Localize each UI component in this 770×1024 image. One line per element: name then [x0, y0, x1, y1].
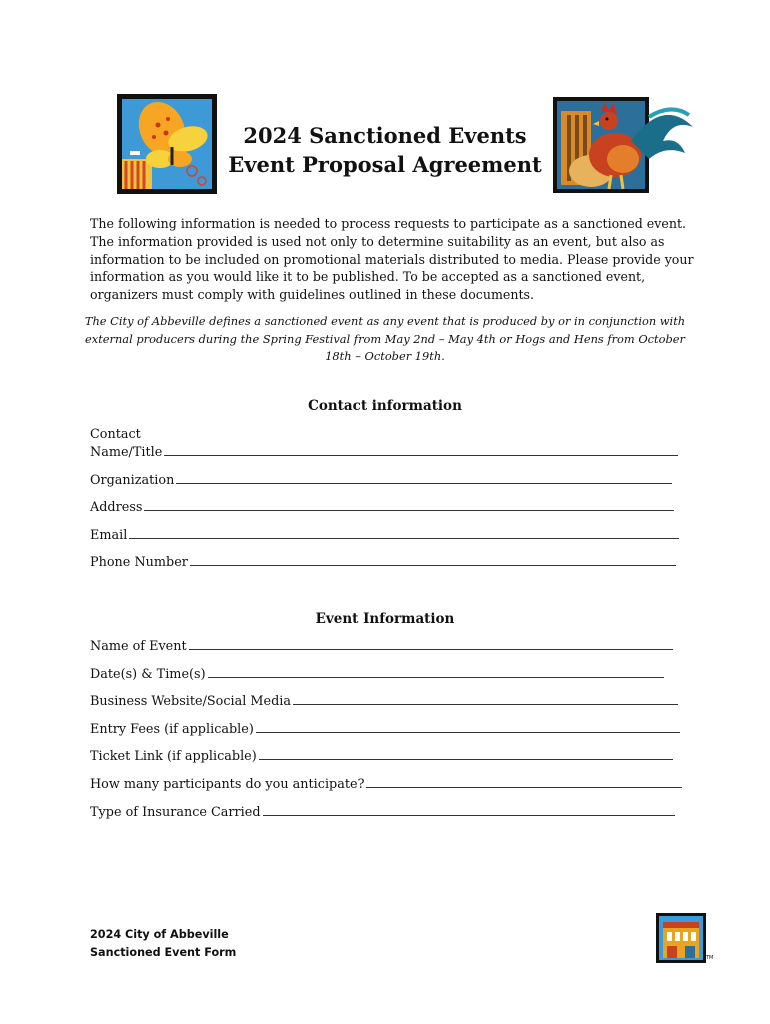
address-blank[interactable] — [144, 509, 674, 511]
website-social-field[interactable] — [90, 694, 678, 709]
intro-line: The information provided is used not only to determine suitability as an event, but also as — [90, 233, 665, 249]
entry-fees-label: Entry Fees (if applicable) — [90, 722, 254, 737]
name-title-blank[interactable] — [164, 454, 678, 456]
phone-number-blank[interactable] — [190, 564, 676, 566]
footer-text — [90, 926, 236, 962]
intro-paragraph — [90, 215, 694, 304]
insurance-field[interactable] — [90, 805, 675, 820]
sanctioned-event-definition — [80, 313, 690, 366]
name-title-label: Name/Title — [90, 445, 163, 460]
insurance-label: Type of Insurance Carried — [90, 805, 261, 820]
intro-line: information as you would like it to be published. To be accepted as a sanctioned event, — [90, 269, 646, 285]
dates-times-field[interactable] — [90, 667, 664, 682]
entry-fees-blank[interactable] — [256, 731, 680, 733]
event-section-heading: Event Information — [315, 611, 455, 627]
contact-section-heading: Contact information — [308, 398, 462, 414]
footer-line1: 2024 City of Abbeville — [90, 928, 229, 941]
entry-fees-field[interactable] — [90, 722, 680, 737]
ticket-link-label: Ticket Link (if applicable) — [90, 749, 257, 764]
participants-label: How many participants do you anticipate? — [90, 777, 365, 792]
ticket-link-blank[interactable] — [259, 758, 673, 760]
trademark-mark: TM — [706, 955, 714, 961]
intro-line: organizers must comply with guidelines outlined in these documents. — [90, 287, 534, 303]
dates-times-blank[interactable] — [208, 676, 664, 678]
intro-line: information to be included on promotional materials distributed to media. Please provide your — [90, 251, 694, 267]
address-field[interactable] — [90, 500, 674, 515]
organization-blank[interactable] — [176, 482, 672, 484]
dates-times-label: Date(s) & Time(s) — [90, 667, 206, 682]
organization-field[interactable] — [90, 473, 672, 488]
document-title-line2: Event Proposal Agreement — [228, 152, 542, 177]
rooster-icon — [553, 97, 698, 191]
insurance-blank[interactable] — [263, 814, 675, 816]
website-social-label: Business Website/Social Media — [90, 694, 291, 709]
butterfly-icon — [122, 99, 212, 189]
participants-blank[interactable] — [366, 786, 682, 788]
email-label: Email — [90, 528, 128, 543]
note-line: external producers during the Spring Festival from May 2nd – May 4th or Hogs and Hens from October — [85, 331, 685, 346]
event-name-blank[interactable] — [189, 648, 673, 650]
email-blank[interactable] — [129, 537, 679, 539]
organization-label: Organization — [90, 473, 175, 488]
intro-line: The following information is needed to process requests to participate as a sanctioned event. — [90, 216, 687, 231]
document-title-line1: 2024 Sanctioned Events — [243, 123, 527, 148]
note-line: The City of Abbeville defines a sanctioned event as any event that is produced by or in conjunction with — [84, 314, 686, 328]
email-field[interactable] — [90, 528, 679, 543]
event-name-field[interactable] — [90, 639, 673, 654]
participants-field[interactable] — [90, 777, 682, 792]
storefront-icon — [659, 916, 703, 960]
website-social-blank[interactable] — [293, 703, 678, 705]
address-label: Address — [90, 500, 143, 515]
butterfly-logo — [117, 94, 217, 194]
footer-line2: Sanctioned Event Form — [90, 946, 237, 959]
phone-number-label: Phone Number — [90, 555, 188, 570]
phone-number-field[interactable] — [90, 555, 676, 570]
ticket-link-field[interactable] — [90, 749, 673, 764]
abbeville-logo — [656, 913, 706, 963]
event-name-label: Name of Event — [90, 639, 187, 654]
rooster-logo — [553, 97, 649, 193]
contact-label: Contact — [90, 427, 141, 442]
name-title-field[interactable] — [90, 445, 678, 460]
note-line: 18th – October 19th. — [325, 349, 445, 363]
